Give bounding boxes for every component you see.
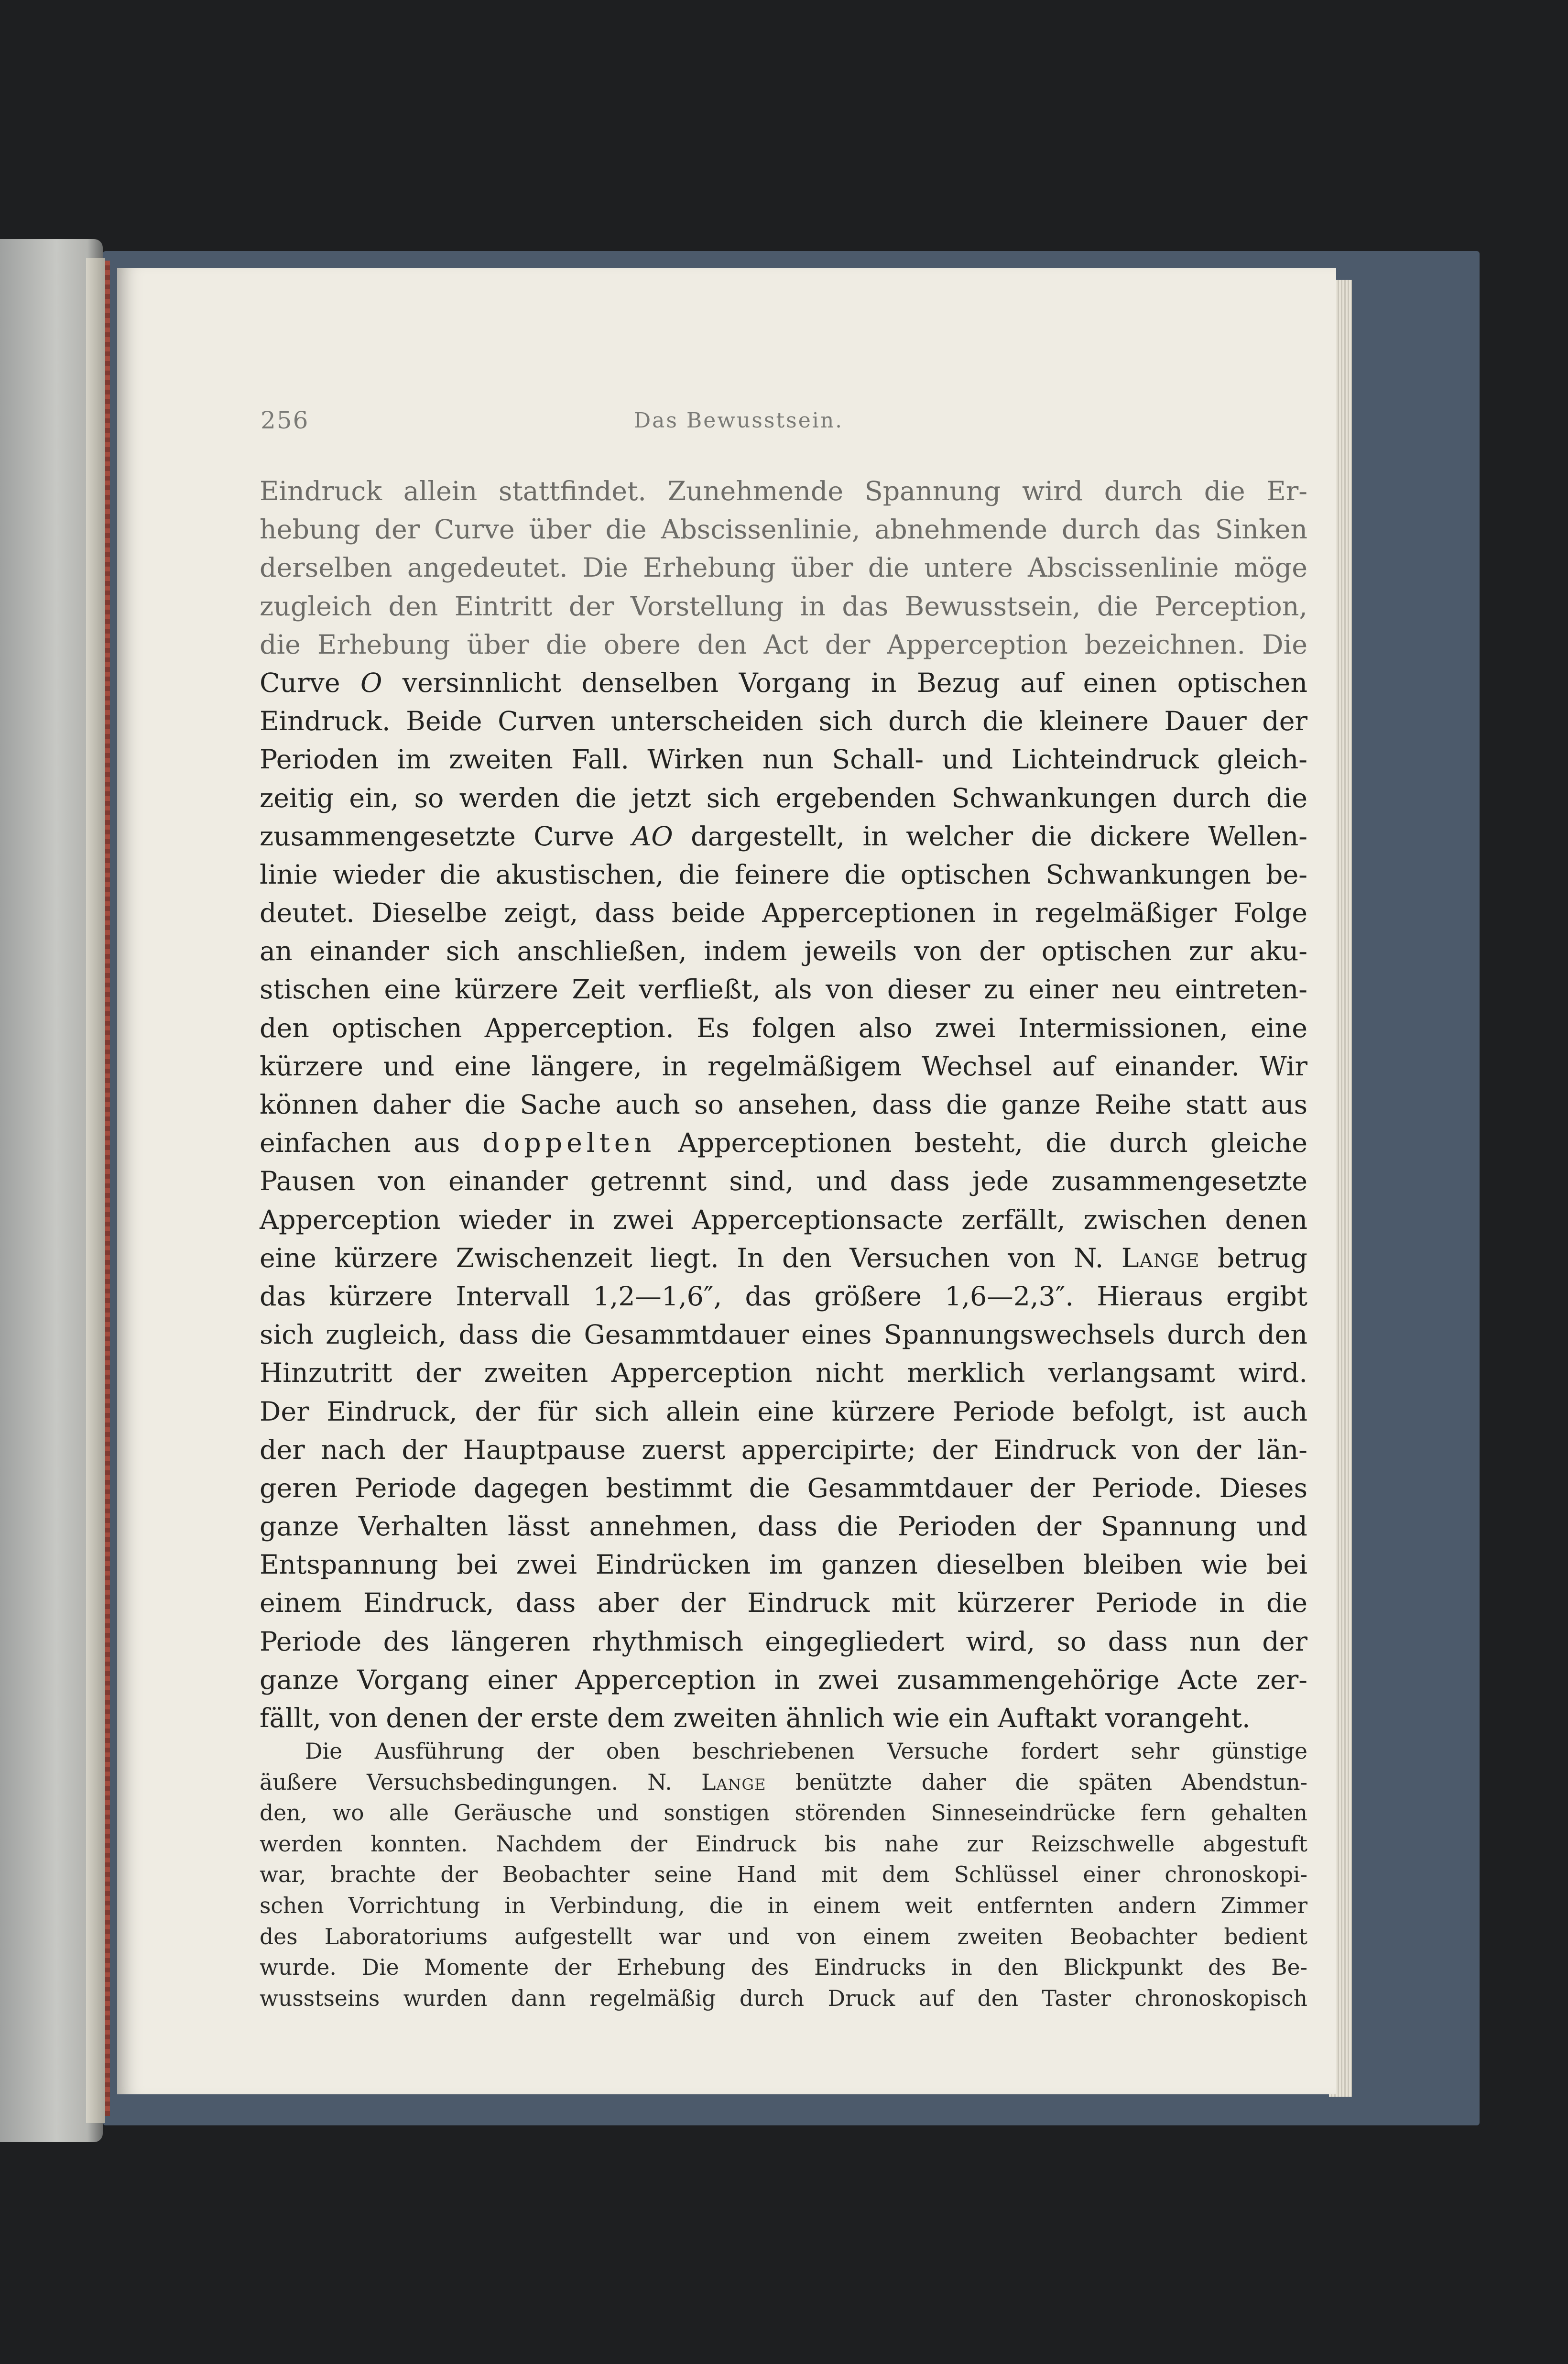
body-line (260, 1124, 1307, 1162)
body-line: kürzere und eine längere, in regelmäßigem Wechsel auf einander. Wir (260, 1051, 1307, 1082)
body-line: das kürzere Intervall 1,2—1,6″, das größere 1,6—2,3″. Hieraus ergibt (260, 1281, 1307, 1312)
body-line: sich zugleich, dass die Gesammtdauer eines Spannungswechsels durch den (260, 1320, 1307, 1351)
body-line: fällt, von denen der erste dem zweiten ähnlich wie ein Auftakt vorangeht. (260, 1703, 1251, 1734)
running-head: Das Bewusstsein. (633, 408, 844, 433)
body-line: können daher die Sache auch so ansehen, dass die ganze Reihe statt aus (260, 1090, 1307, 1120)
body-line: den optischen Apperception. Es folgen also zwei Intermissionen, eine (260, 1013, 1307, 1044)
body-line-part: einfachen aus (260, 1128, 483, 1159)
footnote-line: den, wo alle Geräusche und sonstigen störenden Sinneseindrücke fern gehalten (260, 1800, 1307, 1826)
body-line: Perioden im zweiten Fall. Wirken nun Schall- und Lichteindruck gleich- (260, 744, 1307, 776)
body-line: die Erhebung über die obere den Act der Apperception bezeichnen. Die (260, 629, 1307, 660)
body-line-part: eine kürzere Zwischenzeit liegt. In den Versuchen von N. (260, 1243, 1122, 1274)
body-line: ganze Vorgang einer Apperception in zwei zusammengehörige Acte zer- (260, 1664, 1307, 1696)
footnote-line: schen Vorrichtung in Verbindung, die in einem weit entfernten andern Zimmer (260, 1893, 1307, 1918)
body-line (260, 818, 1307, 856)
body-line: einem Eindruck, dass aber der Eindruck mit kürzerer Periode in die (260, 1588, 1307, 1619)
body-line: Periode des längeren rhythmisch eingegliedert wird, so dass nun der (260, 1626, 1307, 1657)
body-text (260, 472, 1307, 1738)
body-line: derselben angedeutet. Die Erhebung über die untere Abscissenlinie möge (260, 553, 1307, 584)
emphasis-spaced: doppelten (482, 1128, 656, 1159)
body-line: Eindruck allein stattfindet. Zunehmende Spannung wird durch die Er- (260, 476, 1307, 507)
body-line: Eindruck. Beide Curven unterscheiden sich durch die kleinere Dauer der (260, 706, 1307, 737)
book-page (117, 268, 1336, 2094)
body-line-part: betrug (1199, 1243, 1307, 1274)
page-header (261, 406, 1312, 445)
body-line: zugleich den Eintritt der Vorstellung in das Bewusstsein, die Perception, (260, 591, 1307, 622)
footnote-line: wusstseins wurden dann regelmäßig durch Druck auf den Taster chronoskopisch (260, 1985, 1307, 2011)
body-line: Pausen von einander getrennt sind, und dass jede zusammengesetzte (260, 1166, 1307, 1197)
footnote-line: war, brachte der Beobachter seine Hand mit dem Schlüssel einer chronoskopi- (260, 1862, 1307, 1888)
body-line: zeitig ein, so werden die jetzt sich ergebenden Schwankungen durch die (260, 783, 1307, 814)
body-line: Curve O versinnlicht denselben Vorgang in Bezug auf einen optischen (260, 668, 1307, 699)
body-line: der nach der Hauptpause zuerst appercipirte; der Eindruck von der län- (260, 1434, 1307, 1466)
body-line (260, 1239, 1307, 1278)
body-line: linie wieder die akustischen, die feinere die optischen Schwankungen be- (260, 859, 1307, 890)
author-name: Lange (1121, 1243, 1200, 1274)
body-line: an einander sich anschließen, indem jeweils von der optischen zur aku- (260, 936, 1307, 967)
body-line-part: versinnlicht denselben Vorgang in Bezug auf einen optischen (382, 668, 1307, 699)
footnote (260, 1736, 1307, 2014)
body-line: deutet. Dieselbe zeigt, dass beide Apperceptionen in regelmäßiger Folge (260, 898, 1307, 929)
body-line-part: zusammengesetzte Curve (260, 821, 632, 852)
body-line: Hinzutritt der zweiten Apperception nicht merklich verlangsamt wird. (260, 1358, 1307, 1389)
body-line: ganze Verhalten lässt annehmen, dass die Perioden der Spannung und (260, 1511, 1307, 1543)
author-name: Lange (701, 1769, 766, 1795)
body-line-part: Apperceptionen besteht, die durch gleiche (655, 1128, 1307, 1159)
footnote-line (260, 1767, 1307, 1798)
body-line: hebung der Curve über die Abscissenlinie, abnehmende durch das Sinken (260, 514, 1307, 546)
curve-label-ao: AO (632, 821, 673, 852)
footnote-line: Die Ausführung der oben beschriebenen Versuche fordert sehr günstige (305, 1739, 1307, 1764)
body-line: geren Periode dagegen bestimmt die Gesammtdauer der Periode. Dieses (260, 1473, 1307, 1504)
footnote-line-part: benützte daher die späten Abendstun- (766, 1769, 1307, 1795)
footnote-line: werden konnten. Nachdem der Eindruck bis nahe zur Reizschwelle abgestuft (260, 1831, 1307, 1857)
curve-label-o: O (360, 668, 382, 699)
body-line: Der Eindruck, der für sich allein eine kürzere Periode befolgt, ist auch (260, 1396, 1307, 1427)
body-line: stischen eine kürzere Zeit verfließt, als von dieser zu einer neu eintreten- (260, 974, 1307, 1006)
body-line: Apperception wieder in zwei Apperceptionsacte zerfällt, zwischen denen (260, 1204, 1307, 1236)
page-number: 256 (261, 406, 309, 434)
body-line: Entspannung bei zwei Eindrücken im ganzen dieselben bleiben wie bei (260, 1550, 1307, 1581)
footnote-line-part: äußere Versuchsbedingungen. N. (260, 1769, 702, 1795)
left-page-edge (86, 258, 105, 2123)
footnote-line: des Laboratoriums aufgestellt war und von einem zweiten Beobachter bedient (260, 1924, 1307, 1949)
footnote-line: wurde. Die Momente der Erhebung des Eindrucks in den Blickpunkt des Be- (260, 1955, 1307, 1981)
body-line-part: dargestellt, in welcher die dickere Wellen- (673, 821, 1307, 852)
